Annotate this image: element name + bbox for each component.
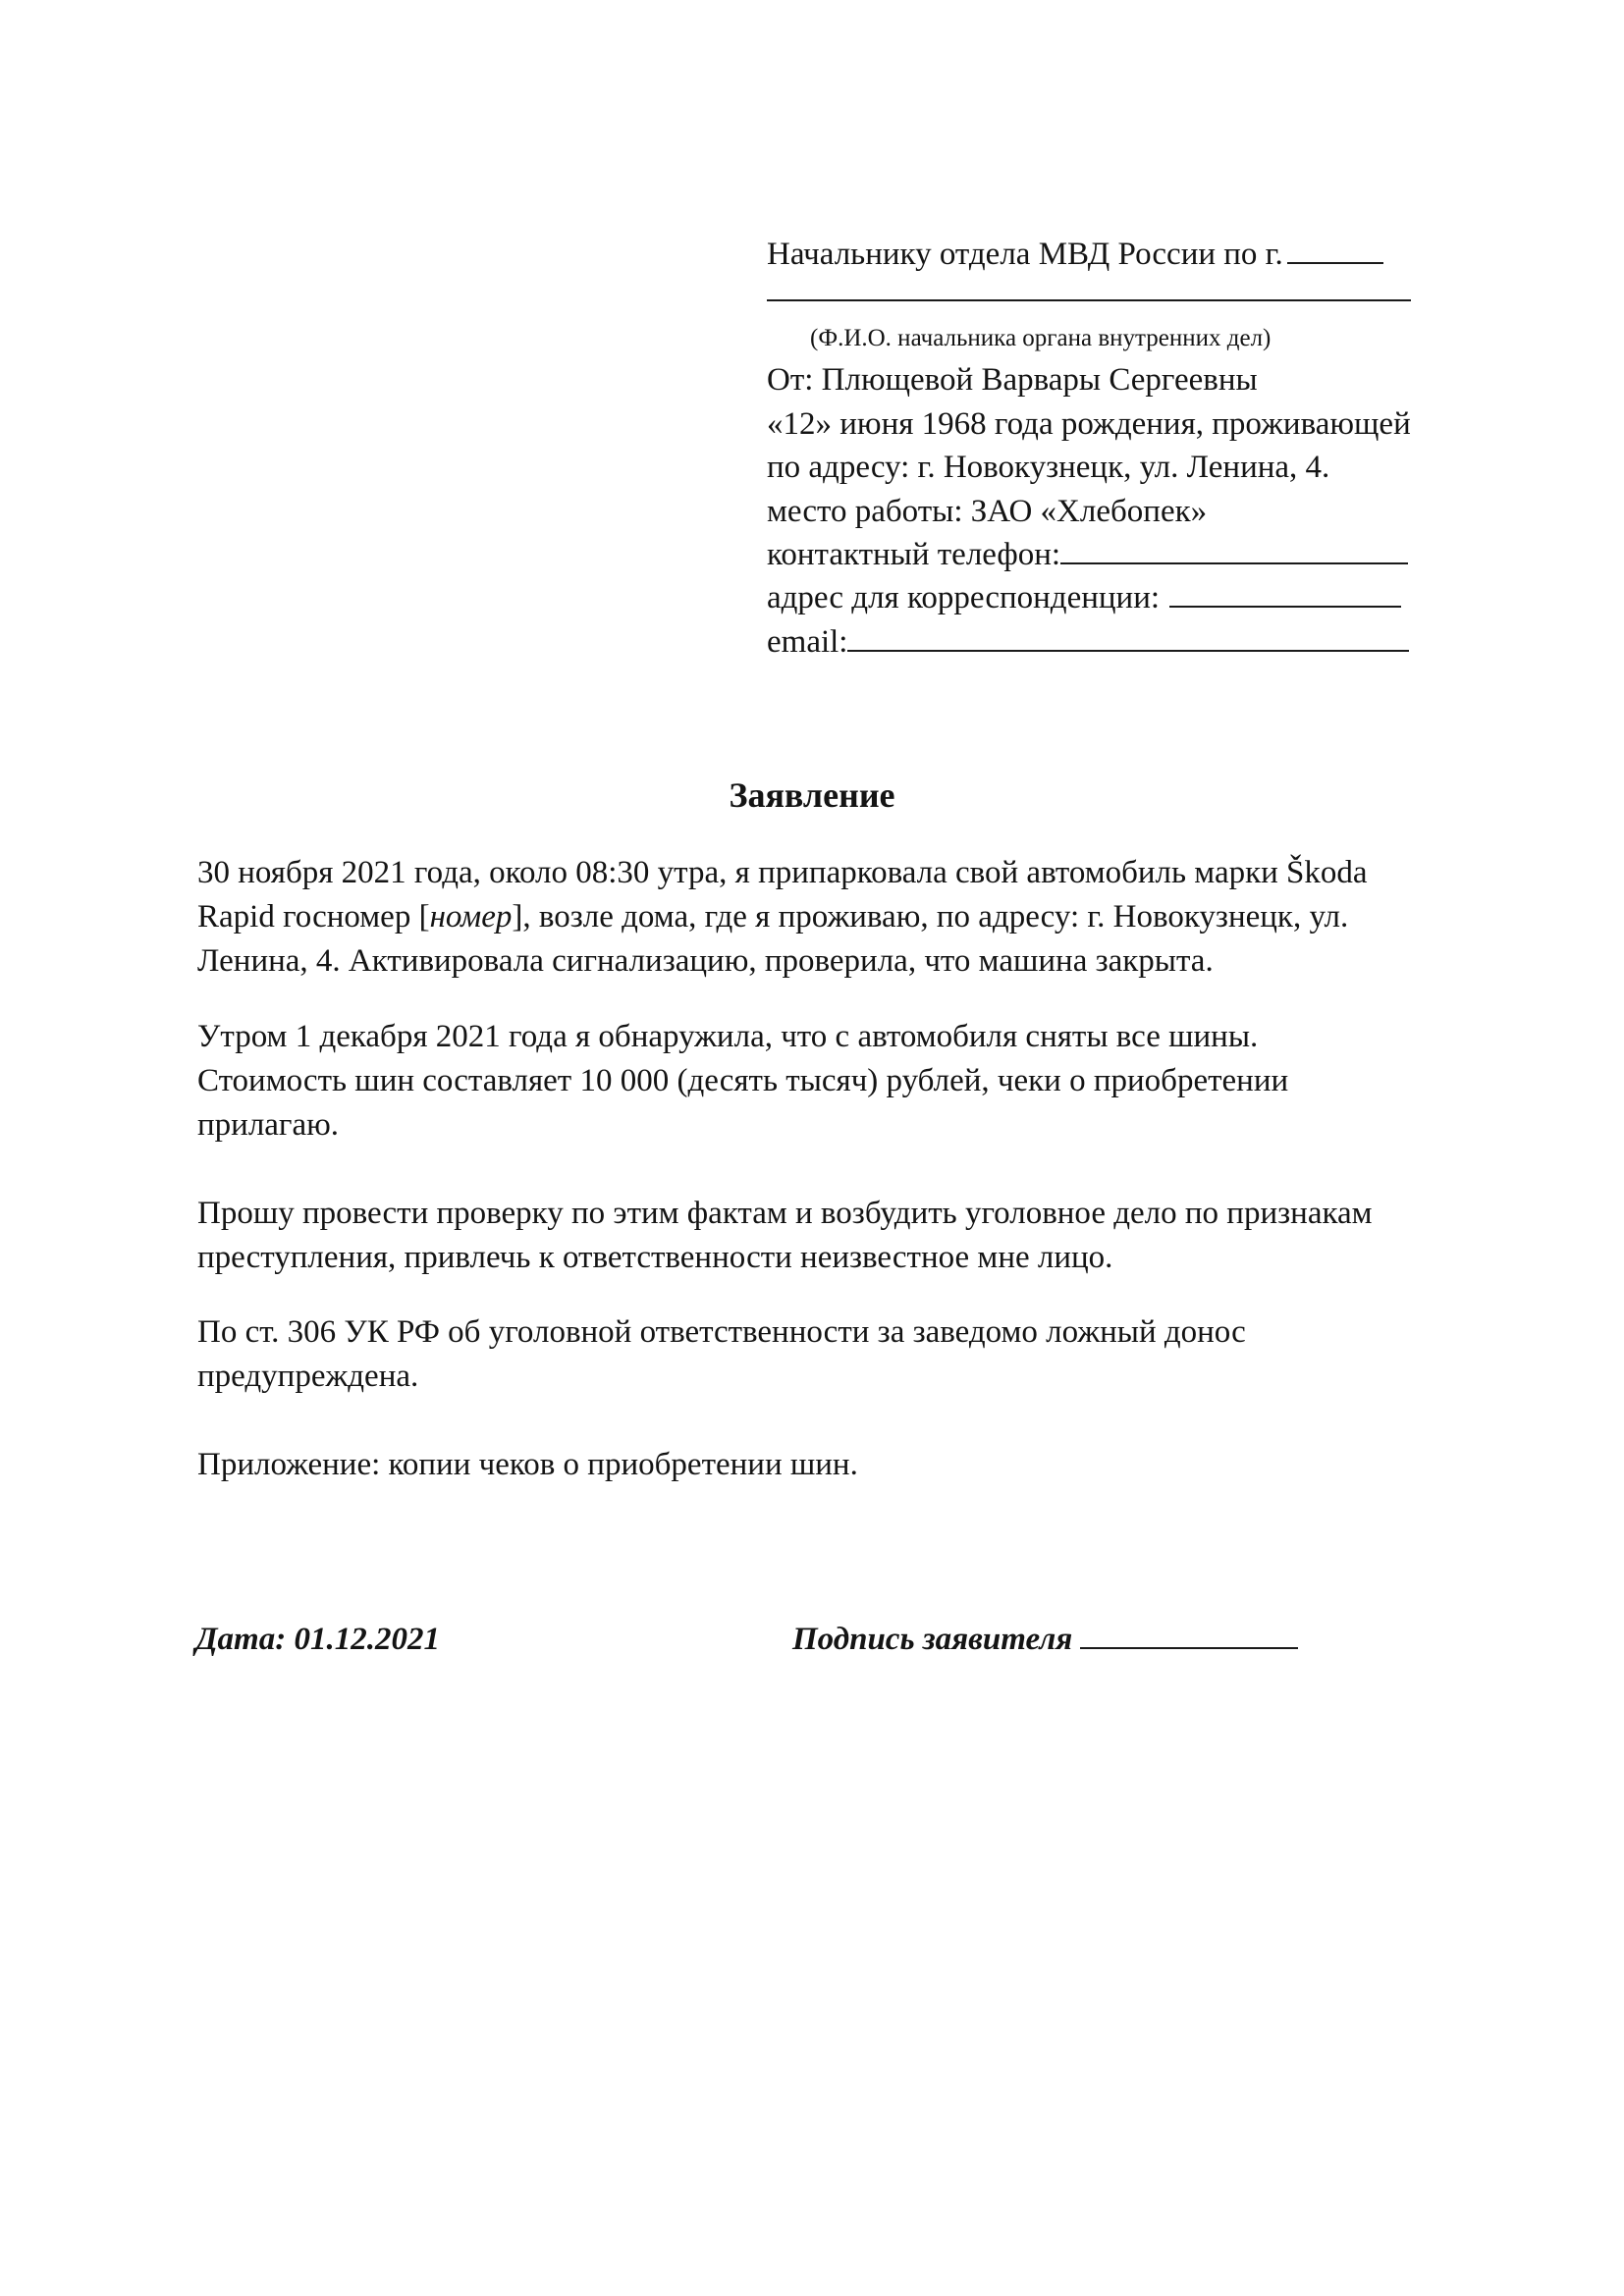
paragraph-1-line-2-before: Rapid госномер [ — [197, 899, 430, 934]
recipient-text: Начальнику отдела МВД России по г. — [767, 237, 1283, 272]
attachment-line: Приложение: копии чеков о приобретении шин. — [197, 1447, 858, 1482]
mail-address-line — [767, 576, 1401, 619]
document-title: Заявление — [729, 775, 895, 815]
signature-label: Подпись заявителя — [792, 1622, 1073, 1657]
email-label: email: — [767, 624, 848, 660]
paragraph-2-line-3: прилагаю. — [197, 1107, 340, 1143]
paragraph-1-line-3: Ленина, 4. Активировала сигнализацию, проверила, что машина закрыта. — [197, 943, 1214, 979]
paragraph-3-line-2: преступления, привлечь к ответственности неизвестное мне лицо. — [197, 1240, 1113, 1275]
paragraph-4-line-1: По ст. 306 УК РФ об уголовной ответственности за заведомо ложный донос — [197, 1314, 1246, 1350]
email-blank — [847, 620, 1409, 652]
paragraph-4-line-2: предупреждена. — [197, 1359, 419, 1394]
paragraph-1-line-1: 30 ноября 2021 года, около 08:30 утра, я припарковала свой автомобиль марки Škoda — [197, 855, 1368, 890]
paragraph-1-line-2 — [197, 895, 1348, 938]
paragraph-3-line-1: Прошу провести проверку по этим фактам и возбудить уголовное дело по признакам — [197, 1196, 1373, 1231]
birth-line: «12» июня 1968 года рождения, проживающей — [767, 406, 1411, 442]
address-line: по адресу: г. Новокузнецк, ул. Ленина, 4. — [767, 450, 1330, 485]
phone-line — [767, 533, 1408, 576]
recipient-name-blank — [767, 270, 1411, 301]
paragraph-1-line-2-after: ], возле дома, где я проживаю, по адресу: г. Новокузнецк, ул. — [512, 899, 1349, 934]
mail-address-blank — [1169, 576, 1401, 608]
phone-label: контактный телефон: — [767, 537, 1061, 572]
city-blank — [1287, 233, 1383, 264]
paragraph-2-line-1: Утром 1 декабря 2021 года я обнаружила, что с автомобиля сняты все шины. — [197, 1019, 1259, 1054]
mail-address-label: адрес для корреспонденции: — [767, 580, 1161, 615]
date-line: Дата: 01.12.2021 — [195, 1622, 440, 1657]
email-line — [767, 620, 1409, 664]
recipient-note: (Ф.И.О. начальника органа внутренних дел) — [810, 325, 1272, 351]
paragraph-2-line-2: Стоимость шин составляет 10 000 (десять тысяч) рублей, чеки о приобретении — [197, 1063, 1289, 1098]
recipient-name-line — [767, 270, 1411, 313]
signature-line — [792, 1618, 1298, 1661]
phone-blank — [1060, 533, 1408, 564]
signature-blank — [1080, 1618, 1298, 1649]
plate-number-placeholder: номер — [429, 899, 513, 934]
work-line: место работы: ЗАО «Хлебопек» — [767, 494, 1208, 529]
from-line: От: Плющевой Варвары Сергеевны — [767, 362, 1258, 398]
